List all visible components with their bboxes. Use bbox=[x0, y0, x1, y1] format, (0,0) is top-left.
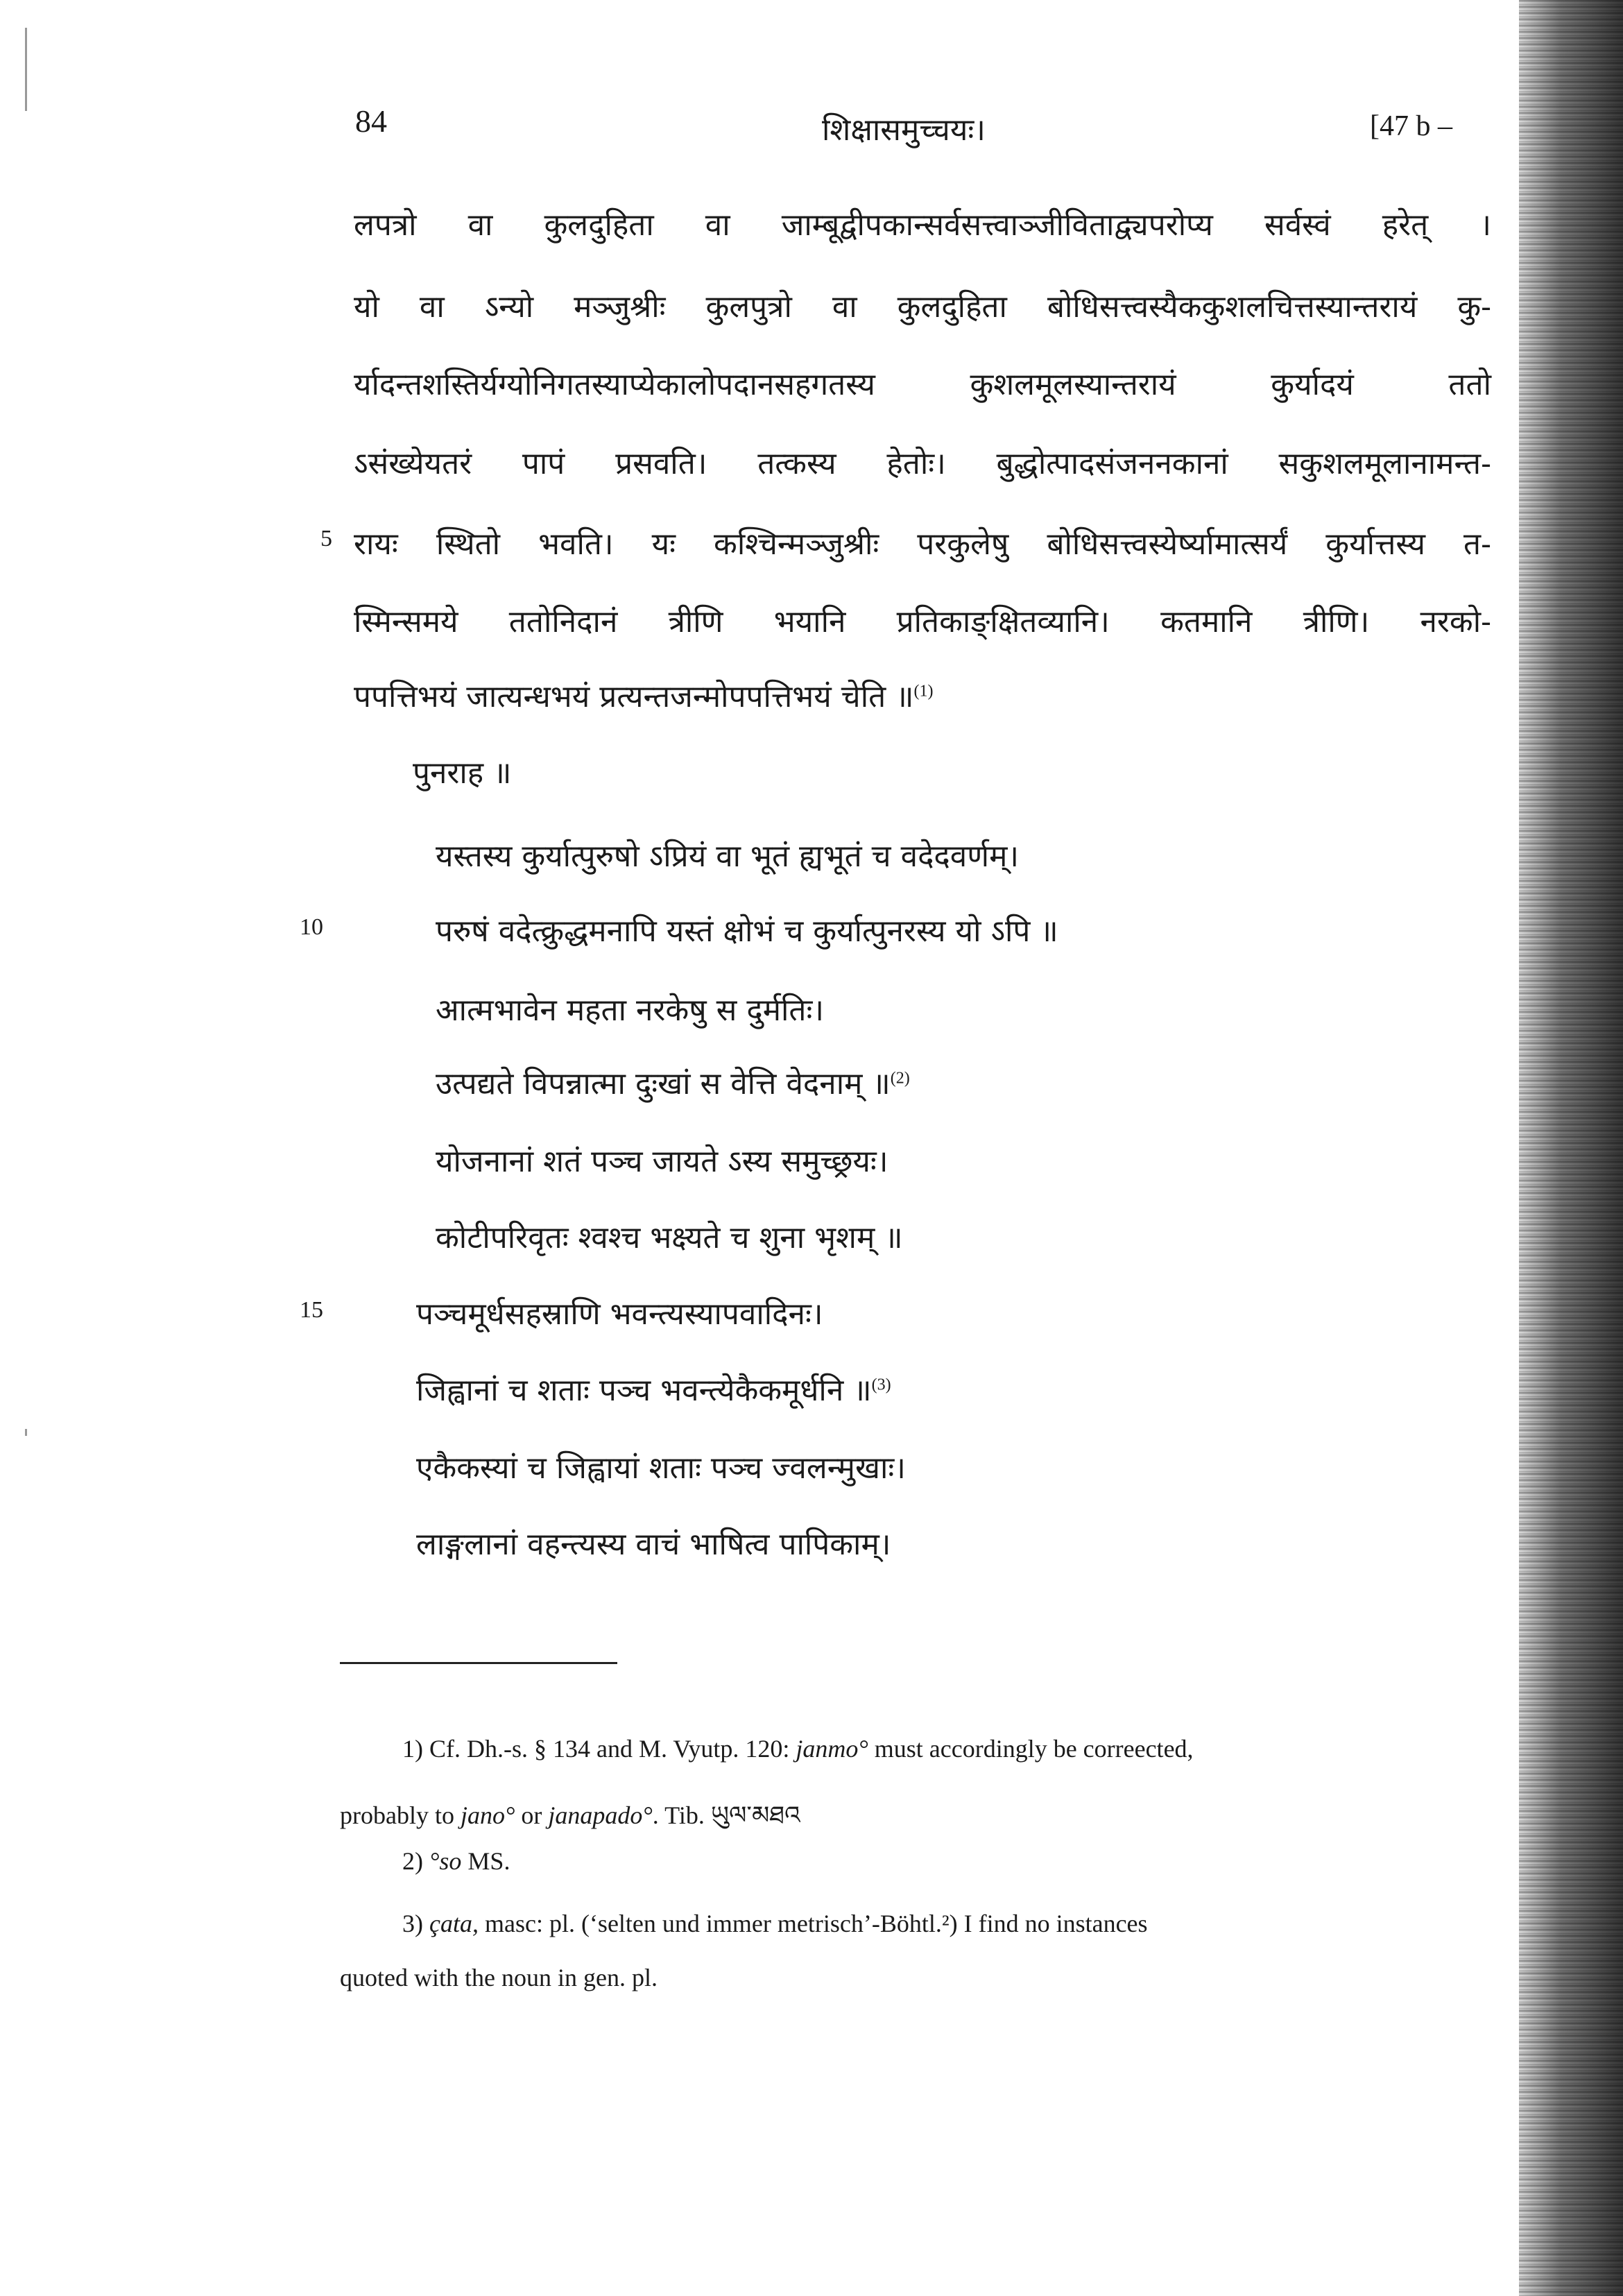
verse-line: योजनानां शतं पञ्च जायते ऽस्य समुच्छ्रयः। bbox=[436, 1144, 888, 1179]
footnote-text: probably to bbox=[340, 1801, 461, 1829]
footnote-text: 1) Cf. Dh.-s. § 134 and M. Vyutp. 120: bbox=[402, 1735, 796, 1763]
footnote-italic: °so bbox=[429, 1847, 462, 1875]
verse-text: उत्पद्यते विपन्नात्मा दुःखां स वेत्ति वेदनाम् ॥ bbox=[436, 1066, 891, 1102]
verse-line-with-ref bbox=[436, 1061, 910, 1103]
line-number: 5 bbox=[320, 526, 332, 551]
prose-line: ऽसंख्येयतरं पापं प्रसवति। तत्कस्य हेतोः। बुद्धोत्पादसंजननकानां सकुशलमूलानामन्त- bbox=[354, 446, 1491, 481]
footnote-3-line-2: quoted with the noun in gen. pl. bbox=[340, 1964, 658, 1991]
scan-margin-mark bbox=[25, 1429, 27, 1436]
footnote-text: masc: pl. (‘selten und immer metrisch’-Böhtl.²) I find no instances bbox=[478, 1910, 1148, 1937]
line-number: 10 bbox=[300, 914, 323, 940]
footnote-text: MS. bbox=[461, 1847, 510, 1875]
prose-line: यो वा ऽन्यो मञ्जुश्रीः कुलपुत्रो वा कुलदुहिता बोधिसत्त्वस्यैककुशलचित्तस्यान्तरायं कु- bbox=[354, 289, 1491, 325]
footnote-italic: çata, bbox=[429, 1910, 479, 1937]
scan-margin-mark bbox=[25, 28, 27, 111]
verse-intro: पुनराह ॥ bbox=[413, 755, 512, 791]
verse-line: लाङ्गलानां वहन्त्यस्य वाचं भाषित्व पापिकाम्। bbox=[416, 1527, 891, 1562]
footnote-text: or bbox=[515, 1801, 549, 1829]
footnote-ref: (1) bbox=[913, 682, 934, 701]
prose-line: र्यादन्तशस्तिर्यग्योनिगतस्याप्येकालोपदानसहगतस्य कुशलमूलस्यान्तरायं कुर्यादयं ततो bbox=[354, 367, 1491, 402]
prose-line: स्मिन्समये ततोनिदानं त्रीणि भयानि प्रतिकाङ्क्षितव्यानि। कतमानि त्रीणि। नरको- bbox=[354, 604, 1491, 640]
verse-line: यस्तस्य कुर्यात्पुरुषो ऽप्रियं वा भूतं ह्यभूतं च वदेदवर्णम्। bbox=[436, 839, 1020, 874]
footnote-ref: (2) bbox=[890, 1069, 910, 1088]
line-number: 15 bbox=[300, 1297, 323, 1323]
verse-line: आत्मभावेन महता नरकेषु स दुर्मतिः। bbox=[436, 993, 825, 1028]
verse-line-with-ref bbox=[416, 1368, 891, 1410]
verse-line: एकैकस्यां च जिह्वायां शताः पञ्च ज्वलन्मुखाः। bbox=[416, 1450, 906, 1486]
footnote-1-line-1 bbox=[402, 1734, 1194, 1763]
verse-line: पञ्चमूर्धसहस्राणि भवन्त्यस्यापवादिनः। bbox=[416, 1296, 823, 1332]
footnote-2 bbox=[402, 1847, 510, 1876]
folio-reference: [47 b – bbox=[1370, 110, 1452, 142]
page-edge-shadow bbox=[1519, 0, 1623, 2296]
prose-line: लपत्रो वा कुलदुहिता वा जाम्बूद्वीपकान्सर्वसत्त्वाञ्जीविताद्व्यपरोप्य सर्वस्वं हरेत् । bbox=[354, 207, 1491, 243]
footnote-text: must accordingly be correected, bbox=[868, 1735, 1194, 1763]
prose-text: पपत्तिभयं जात्यन्धभयं प्रत्यन्तजन्मोपपत्तिभयं चेति ॥ bbox=[354, 679, 914, 714]
footnote-separator bbox=[340, 1662, 617, 1664]
footnote-text: 2) bbox=[402, 1847, 429, 1875]
verse-line: परुषं वदेत्क्रुद्धमनापि यस्तं क्षोभं च कुर्यात्पुनरस्य यो ऽपि ॥ bbox=[436, 914, 1058, 949]
footnote-text: 3) bbox=[402, 1910, 429, 1937]
footnote-ref: (3) bbox=[871, 1376, 891, 1394]
footnote-3-line-1 bbox=[402, 1909, 1148, 1938]
verse-text: जिह्वानां च शताः पञ्च भवन्त्येकैकमूर्धनि ॥ bbox=[416, 1373, 872, 1408]
footnote-italic: janapado° bbox=[548, 1801, 653, 1829]
prose-line-final bbox=[354, 674, 934, 716]
page-number: 84 bbox=[355, 103, 387, 139]
verse-line: कोटीपरिवृतः श्वश्च भक्ष्यते च शुना भृशम् ॥ bbox=[436, 1220, 903, 1256]
tibetan-text: ཡུལ་མཐའ bbox=[710, 1801, 800, 1829]
footnote-italic: janmo° bbox=[796, 1735, 868, 1763]
footnote-text: . Tib. bbox=[652, 1801, 711, 1829]
running-title: शिक्षासमुच्चयः। bbox=[822, 112, 986, 148]
footnote-italic: jano° bbox=[460, 1801, 515, 1829]
prose-line: रायः स्थितो भवति। यः कश्चिन्मञ्जुश्रीः परकुलेषु बोधिसत्त्वस्येर्ष्यामात्सर्यं कुर्यात्तस्य त- bbox=[354, 526, 1491, 562]
